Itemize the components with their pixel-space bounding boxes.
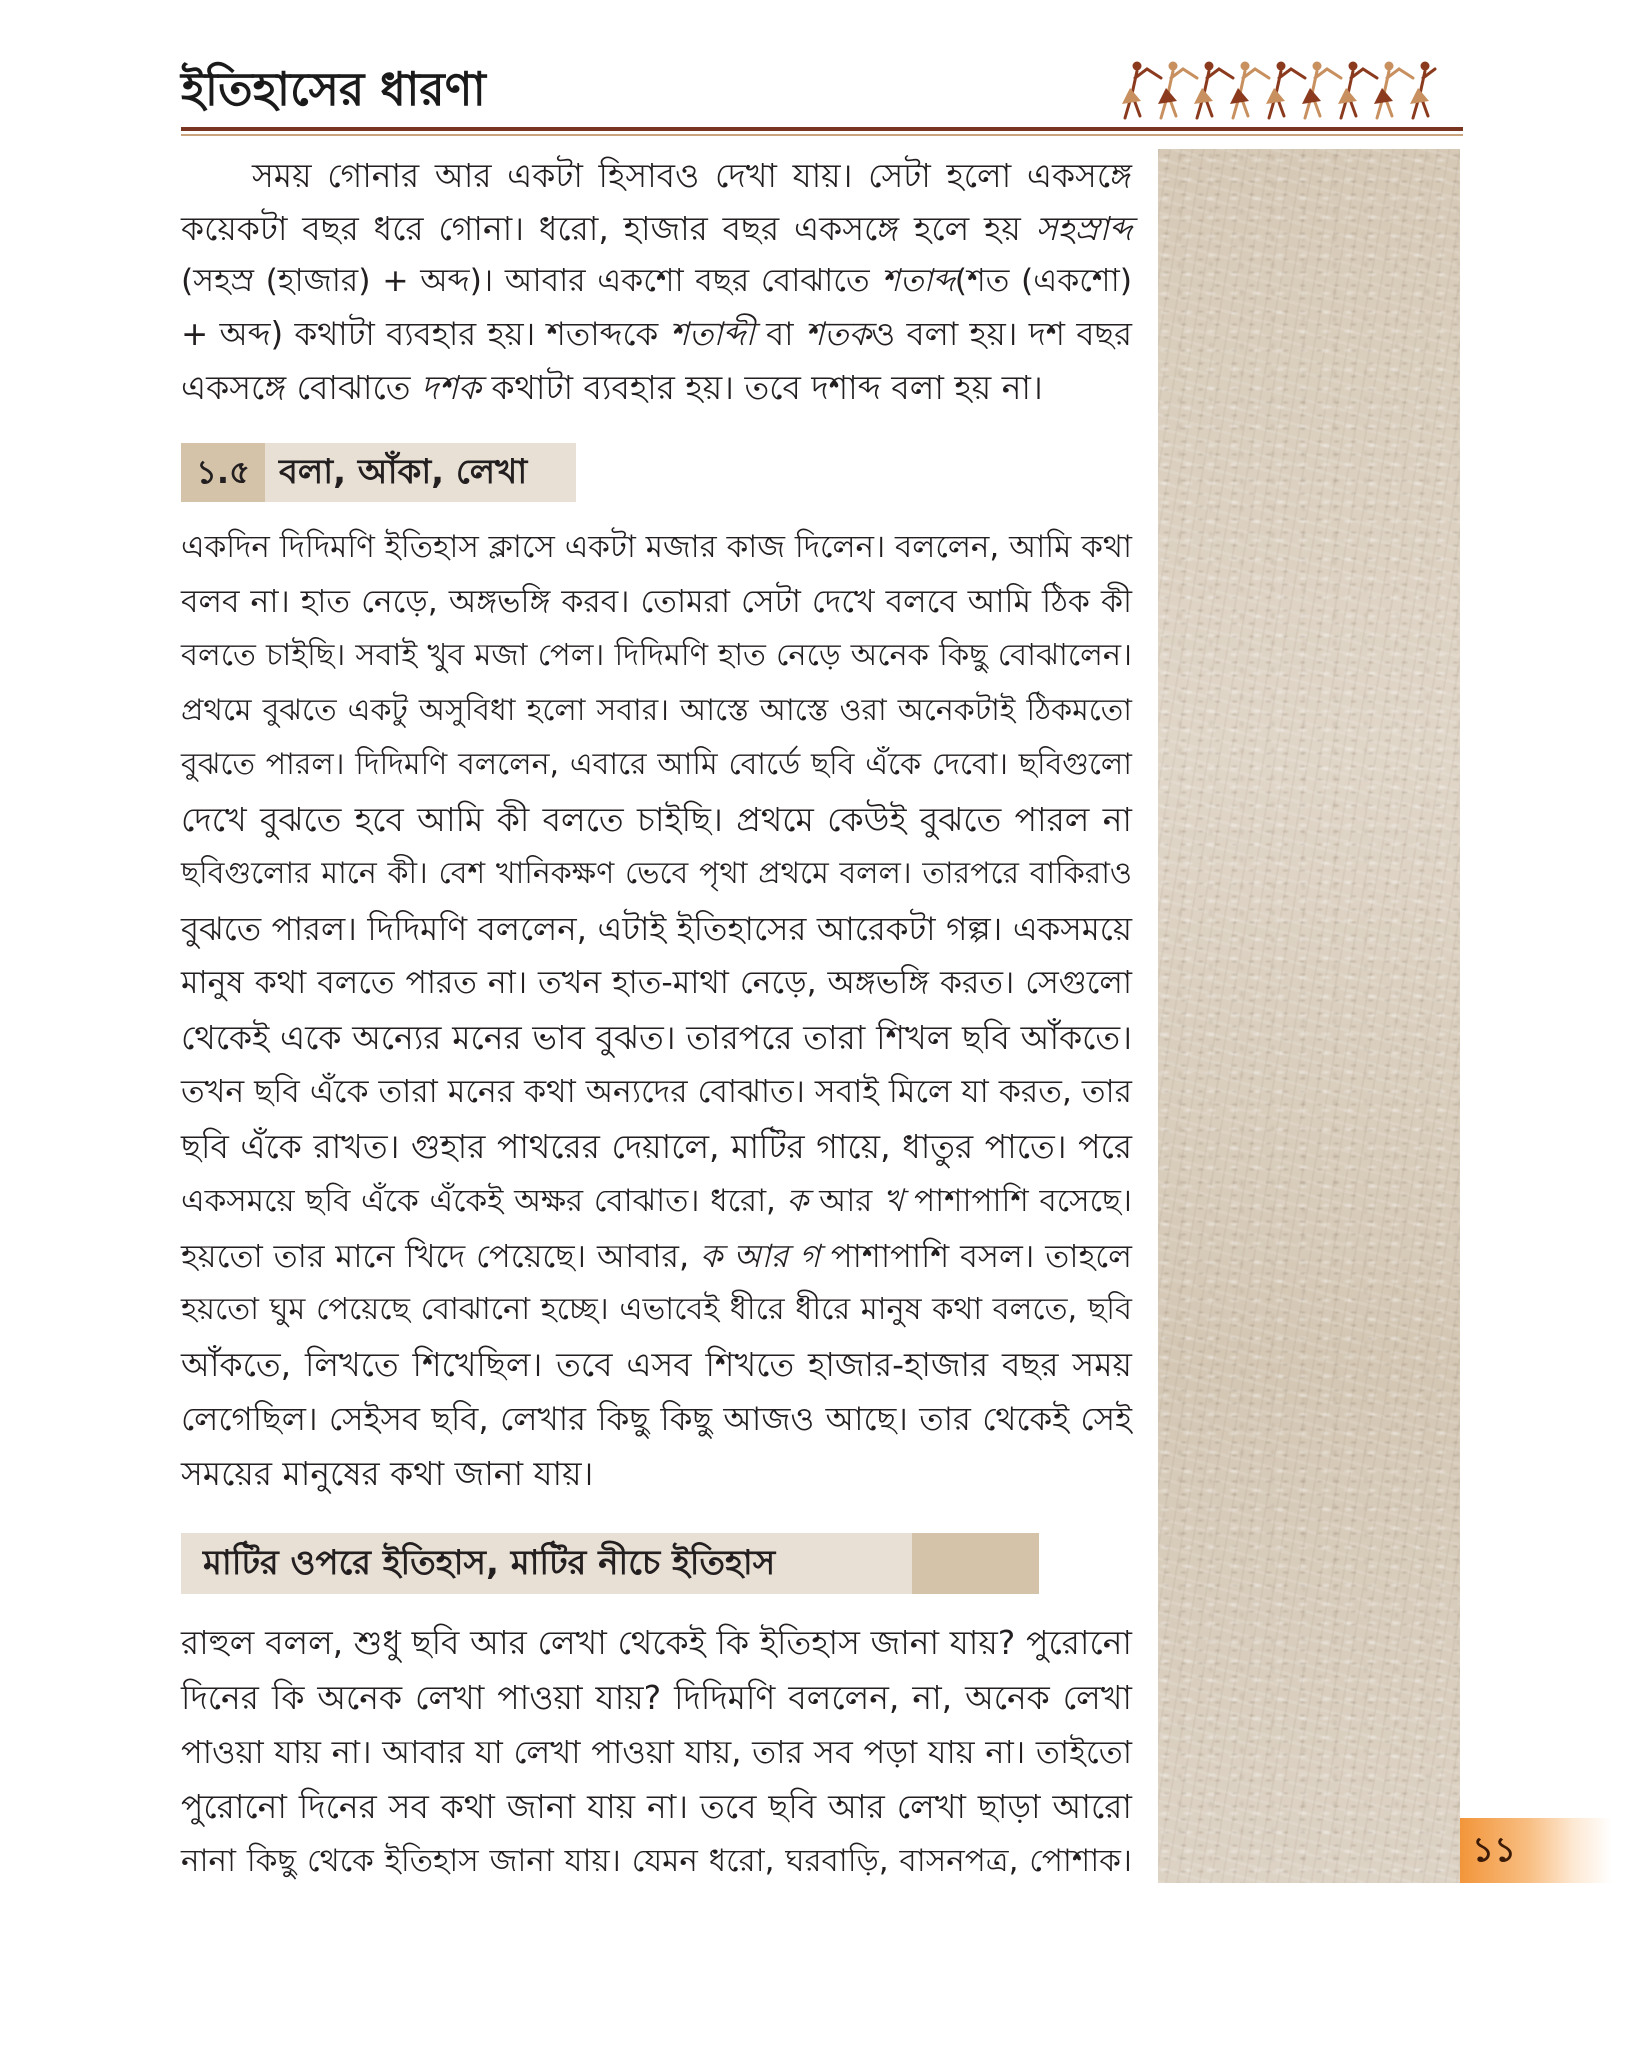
story-paragraph <box>181 520 1132 1501</box>
text-segment: বুঝতে পারল। দিদিমণি বললেন, এটাই ইতিহাসের আরেকটা গল্প। একসময়ে <box>181 909 1132 948</box>
section-heading-accent <box>912 1533 1039 1594</box>
stone-texture-panel <box>1158 149 1460 1883</box>
closing-line <box>181 1616 1132 1671</box>
dancer-figure <box>1158 62 1197 119</box>
text-segment: সময়ের মানুষের কথা জানা যায়। <box>181 1453 594 1493</box>
italic-term: ক <box>786 1183 809 1219</box>
text-segment: তখন ছবি এঁকে তারা মনের কথা অন্যদের বোঝাত। সবাই মিলে যা করত, তার <box>181 1074 1132 1110</box>
story-line <box>181 1065 1132 1120</box>
dancer-figure <box>1266 62 1305 119</box>
dancer-figure <box>1194 62 1233 119</box>
text-segment: বা <box>754 315 805 353</box>
dancer-figure <box>1374 62 1413 119</box>
text-segment: পুরোনো দিনের সব কথা জানা যায় না। তবে ছবি আর লেখা ছাড়া আরো <box>181 1786 1132 1826</box>
text-segment: সময় গোনার আর একটা হিসাবও দেখা যায়। সেটা হলো একসঙ্গে <box>252 156 1132 195</box>
dancer-figure <box>1338 62 1377 119</box>
text-segment: লেগেছিল। সেইসব ছবি, লেখার কিছু কিছু আজও আছে। তার থেকেই সেই <box>181 1400 1132 1438</box>
story-line <box>181 1174 1132 1229</box>
header-rule-thin <box>181 134 1463 136</box>
italic-term: ক আর গ <box>700 1236 821 1275</box>
text-segment: পাশাপাশি বসেছে। <box>903 1183 1132 1219</box>
story-line <box>181 520 1132 575</box>
section-heading-1-5 <box>181 443 576 502</box>
text-segment: হয়তো ঘুম পেয়েছে বোঝানো হচ্ছে। এভাবেই ধীরে ধীরে মানুষ কথা বলতে, ছবি <box>181 1292 1132 1327</box>
intro-line <box>181 255 1132 308</box>
story-line <box>181 902 1132 957</box>
section-title: মাটির ওপরে ইতিহাস, মাটির নীচে ইতিহাস <box>181 1533 912 1594</box>
text-segment: পাওয়া যায় না। আবার যা লেখা পাওয়া যায়, তার সব পড়া যায় না। তাইতো <box>181 1733 1132 1771</box>
text-segment: থেকেই একে অন্যের মনের ভাব বুঝত। তারপরে তারা শিখল ছবি আঁকতে। <box>181 1017 1132 1057</box>
chapter-title: ইতিহাসের ধারণা <box>181 62 486 116</box>
story-line <box>181 1120 1132 1175</box>
text-segment: একসময়ে ছবি এঁকে এঁকেই অক্ষর বোঝাত। ধরো, <box>181 1183 787 1219</box>
story-line <box>181 684 1132 739</box>
text-segment: একদিন দিদিমণি ইতিহাস ক্লাসে একটা মজার কাজ দিলেন। বললেন, আমি কথা <box>181 529 1132 565</box>
story-line <box>181 1229 1132 1284</box>
italic-term: দশক <box>421 368 481 407</box>
text-segment: দিনের কি অনেক লেখা পাওয়া যায়? দিদিমণি বললেন, না, অনেক লেখা <box>181 1677 1132 1717</box>
text-segment: বলব না। হাত নেড়ে, অঙ্গভঙ্গি করব। তোমরা সেটা দেখে বলবে আমি ঠিক কী <box>181 583 1132 620</box>
text-segment: কয়েকটা বছর ধরে গোনা। ধরো, হাজার বছর একসঙ্গে হলে হয় <box>181 209 1036 248</box>
section-title: বলা, আঁকা, লেখা <box>265 443 576 502</box>
story-line <box>181 1338 1132 1393</box>
text-segment: আঁকতে, লিখতে শিখেছিল। তবে এসব শিখতে হাজার-হাজার বছর সময় <box>181 1344 1132 1384</box>
text-segment: রাহুল বলল, শুধু ছবি আর লেখা থেকেই কি ইতিহাস জানা যায়? পুরোনো <box>181 1623 1132 1662</box>
text-segment: হয়তো তার মানে খিদে পেয়েছে। আবার, <box>181 1236 701 1275</box>
section-heading-2 <box>181 1533 1039 1594</box>
story-line <box>181 847 1132 902</box>
section-number: ১.৫ <box>181 443 265 502</box>
intro-paragraph <box>181 149 1132 414</box>
text-segment: বলতে চাইছি। সবাই খুব মজা পেল। দিদিমণি হাত নেড়ে অনেক কিছু বোঝালেন। <box>181 638 1132 673</box>
closing-line <box>181 1671 1132 1726</box>
text-segment: পাশাপাশি বসল। তাহলে <box>820 1236 1132 1275</box>
text-segment: মানুষ কথা বলতে পারত না। তখন হাত-মাথা নেড়ে, অঙ্গভঙ্গি করত। সেগুলো <box>181 965 1132 1001</box>
text-segment: (শত (একশো) <box>954 263 1132 299</box>
dancer-figure <box>1230 62 1269 119</box>
closing-paragraph <box>181 1616 1132 1889</box>
text-segment: নানা কিছু থেকে ইতিহাস জানা যায়। যেমন ধরো, ঘরবাড়ি, বাসনপত্র, পোশাক। <box>181 1843 1132 1879</box>
story-line <box>181 738 1132 793</box>
story-line <box>181 1447 1132 1502</box>
italic-term: সহস্রাব্দ <box>1035 209 1132 248</box>
text-segment: ছবিগুলোর মানে কী। বেশ খানিকক্ষণ ভেবে পৃথা প্রথমে বলল। তারপরে বাকিরাও <box>181 856 1132 891</box>
text-segment: + অব্দ) কথাটা ব্যবহার হয়। শতাব্দকে <box>181 315 670 353</box>
italic-term: শতক <box>804 315 872 353</box>
intro-line <box>181 149 1132 202</box>
closing-line <box>181 1780 1132 1835</box>
page-number-tab <box>1460 1818 1612 1883</box>
text-segment: প্রথমে বুঝতে একটু অসুবিধা হলো সবার। আস্তে আস্তে ওরা অনেকটাই ঠিকমতো <box>181 692 1132 728</box>
page-number: ১১ <box>1472 1830 1517 1870</box>
story-line <box>181 793 1132 848</box>
intro-line <box>181 202 1132 255</box>
story-line <box>181 575 1132 630</box>
text-segment: কথাটা ব্যবহার হয়। তবে দশাব্দ বলা হয় না। <box>480 368 1043 407</box>
story-line <box>181 1283 1132 1338</box>
dancer-figure <box>1302 62 1341 119</box>
closing-line <box>181 1725 1132 1780</box>
text-segment: (সহস্র (হাজার) + অব্দ)। আবার একশো বছর বোঝাতে <box>181 263 882 299</box>
intro-line <box>181 361 1132 414</box>
italic-term: শতাব্দ <box>881 263 955 299</box>
story-line <box>181 1392 1132 1447</box>
dancer-figure <box>1410 62 1435 119</box>
italic-term: শতাব্দী <box>669 315 755 353</box>
dancers-decoration <box>1113 52 1463 130</box>
text-segment: ছবি এঁকে রাখত। গুহার পাথরের দেয়ালে, মাটির গায়ে, ধাতুর পাতে। পরে <box>181 1126 1132 1166</box>
intro-line <box>181 308 1132 361</box>
text-segment: দেখে বুঝতে হবে আমি কী বলতে চাইছি। প্রথমে কেউই বুঝতে পারল না <box>181 799 1132 839</box>
text-segment: বুঝতে পারল। দিদিমণি বললেন, এবারে আমি বোর্ডে ছবি এঁকে দেবো। ছবিগুলো <box>181 747 1132 782</box>
italic-term: খ <box>883 1183 904 1219</box>
story-line <box>181 956 1132 1011</box>
text-segment: ও বলা হয়। দশ বছর <box>871 315 1132 353</box>
dancer-figure <box>1122 62 1161 119</box>
text-segment: একসঙ্গে বোঝাতে <box>181 368 422 407</box>
closing-line <box>181 1834 1132 1889</box>
story-line <box>181 1011 1132 1066</box>
text-segment: আর <box>808 1183 884 1219</box>
story-line <box>181 629 1132 684</box>
